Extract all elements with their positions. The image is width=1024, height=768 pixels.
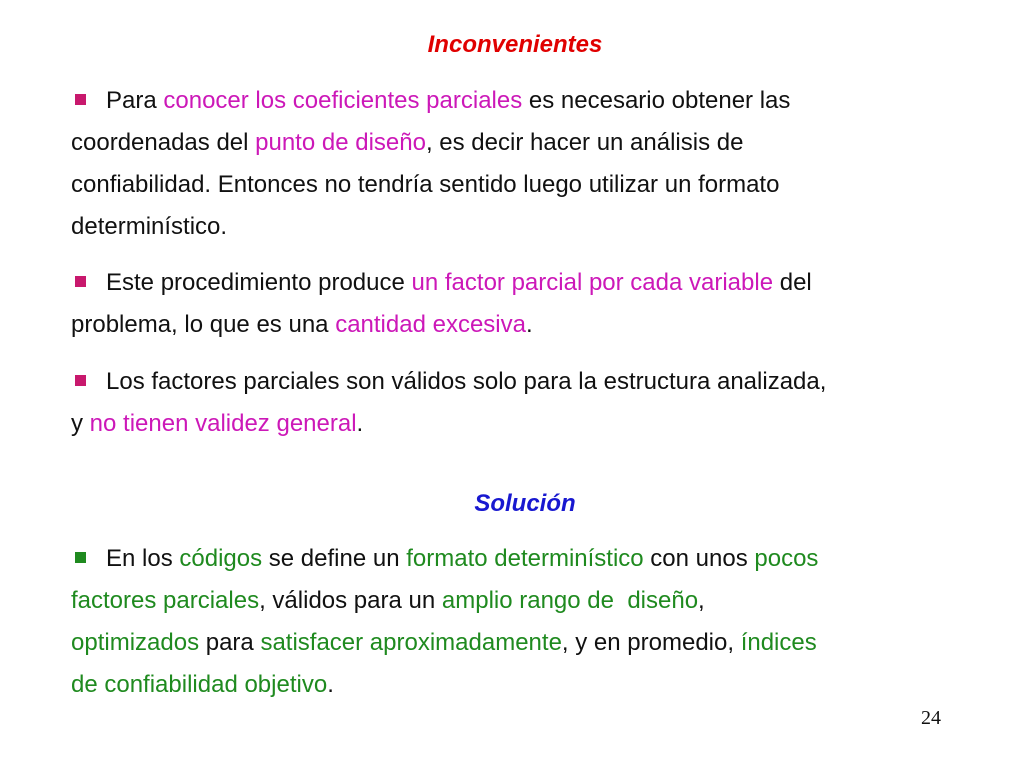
body-text: del bbox=[773, 269, 812, 296]
highlighted-text: punto de diseño bbox=[255, 129, 426, 156]
bullet-line bbox=[71, 206, 971, 248]
heading-inconvenientes: Inconvenientes bbox=[427, 31, 603, 58]
body-text: determinístico. bbox=[71, 213, 228, 240]
body-text: . bbox=[327, 671, 334, 698]
bullet-item bbox=[71, 361, 971, 445]
body-text: , es decir hacer un análisis de bbox=[425, 129, 744, 156]
highlighted-text: amplio rango de diseño bbox=[441, 587, 699, 614]
body-text: Los factores parciales son válidos solo para la estructura analizada, bbox=[106, 368, 827, 395]
body-text: es necesario obtener las bbox=[522, 87, 791, 114]
highlighted-text: factores parciales bbox=[71, 587, 260, 614]
body-text: para bbox=[199, 629, 261, 656]
body-text: coordenadas del bbox=[71, 129, 256, 156]
heading-solucion: Solución bbox=[474, 490, 576, 517]
body-text: , válidos para un bbox=[259, 587, 442, 614]
bullet-item bbox=[71, 262, 971, 346]
bullet-line bbox=[71, 622, 971, 664]
highlighted-text: conocer los coeficientes parciales bbox=[163, 87, 523, 114]
body-text: con unos bbox=[643, 545, 755, 572]
body-text: , y en promedio, bbox=[561, 629, 741, 656]
bullet-line bbox=[71, 164, 971, 206]
highlighted-text: un factor parcial por cada variable bbox=[411, 269, 774, 296]
highlighted-text: pocos bbox=[754, 545, 819, 572]
body-text: confiabilidad. Entonces no tendría sentido luego utilizar un formato bbox=[71, 171, 780, 198]
highlighted-text: códigos bbox=[179, 545, 263, 572]
bullet-item bbox=[71, 538, 971, 706]
body-text: Este procedimiento produce bbox=[106, 269, 412, 296]
bullet-line bbox=[71, 538, 971, 580]
bullet-line bbox=[71, 304, 971, 346]
slide-number: 24 bbox=[921, 707, 941, 729]
body-text: se define un bbox=[262, 545, 407, 572]
bullet-line bbox=[71, 122, 971, 164]
body-text: . bbox=[525, 311, 533, 338]
body-text: , bbox=[698, 587, 705, 614]
bullet-line bbox=[71, 80, 971, 122]
bullet-line bbox=[71, 361, 971, 403]
highlighted-text: formato determinístico bbox=[406, 545, 644, 572]
body-text: En los bbox=[106, 545, 180, 572]
bullet-line bbox=[71, 580, 971, 622]
square-bullet-icon bbox=[75, 94, 86, 105]
square-bullet-icon bbox=[75, 552, 86, 563]
highlighted-text: de confiabilidad objetivo bbox=[71, 671, 328, 698]
highlighted-text: satisfacer aproximadamente bbox=[260, 629, 562, 656]
bullet-line bbox=[71, 664, 971, 706]
bullet-line bbox=[71, 403, 971, 445]
highlighted-text: optimizados bbox=[71, 629, 200, 656]
body-text: Para bbox=[106, 87, 164, 114]
body-text: . bbox=[356, 410, 364, 437]
square-bullet-icon bbox=[75, 276, 86, 287]
body-text: problema, lo que es una bbox=[71, 311, 336, 338]
highlighted-text: no tienen validez general bbox=[89, 410, 357, 437]
bullet-line bbox=[71, 262, 971, 304]
bullet-item bbox=[71, 80, 971, 248]
square-bullet-icon bbox=[75, 375, 86, 386]
highlighted-text: cantidad excesiva bbox=[335, 311, 526, 338]
body-text: y bbox=[71, 410, 90, 437]
highlighted-text: índices bbox=[740, 629, 817, 656]
